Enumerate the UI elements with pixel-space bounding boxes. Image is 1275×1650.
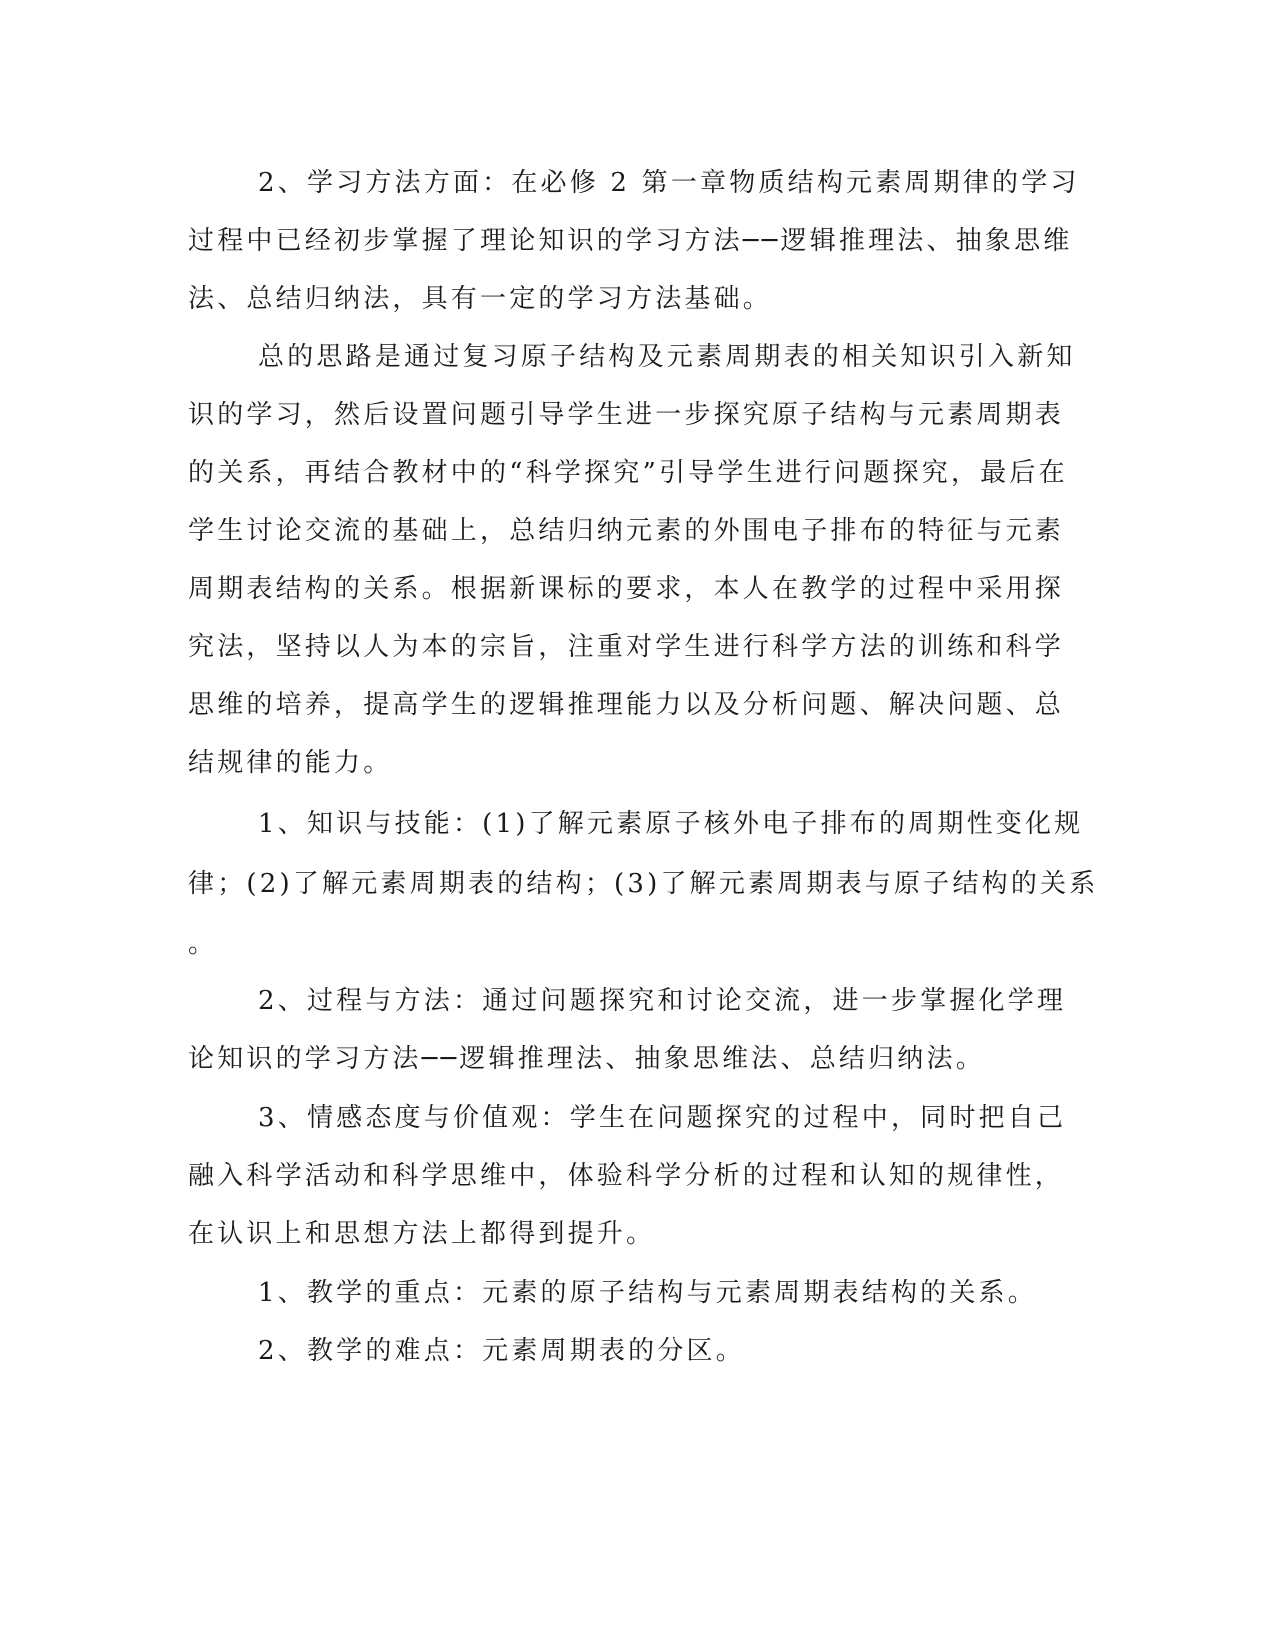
paragraph-5-line-2: 融入科学活动和科学思维中，体验科学分析的过程和认知的规律性， — [188, 1161, 1065, 1191]
paragraph-5-line-3: 在认识上和思想方法上都得到提升。 — [188, 1219, 656, 1249]
paragraph-1-line-3: 法、总结归纳法，具有一定的学习方法基础。 — [188, 284, 773, 314]
paragraph-4-line-2: 论知识的学习方法──逻辑推理法、抽象思维法、总结归纳法。 — [188, 1044, 985, 1074]
paragraph-2-line-7: 思维的培养，提高学生的逻辑推理能力以及分析问题、解决问题、总 — [188, 690, 1065, 720]
paragraph-4-line-1: 2、过程与方法：通过问题探究和讨论交流，进一步掌握化学理 — [258, 986, 1067, 1016]
paragraph-1-line-1: 2、学习方法方面：在必修 2 第一章物质结构元素周期律的学习 — [258, 168, 1080, 198]
paragraph-3-line-3: 。 — [188, 929, 218, 959]
paragraph-2-line-8: 结规律的能力。 — [188, 748, 393, 778]
paragraph-6-line-1: 1、教学的重点：元素的原子结构与元素周期表结构的关系。 — [258, 1278, 1037, 1308]
paragraph-2-line-1: 总的思路是通过复习原子结构及元素周期表的相关知识引入新知 — [258, 342, 1076, 372]
paragraph-3-line-2: 律；(2)了解元素周期表的结构；(3)了解元素周期表与原子结构的关系 — [188, 869, 1099, 899]
paragraph-2-line-4: 学生讨论交流的基础上，总结归纳元素的外围电子排布的特征与元素 — [188, 516, 1065, 546]
paragraph-2-line-3: 的关系，再结合教材中的“科学探究”引导学生进行问题探究，最后在 — [188, 458, 1068, 488]
paragraph-3-line-1: 1、知识与技能：(1)了解元素原子核外电子排布的周期性变化规 — [258, 809, 1084, 839]
paragraph-1-line-2: 过程中已经初步掌握了理论知识的学习方法──逻辑推理法、抽象思维 — [188, 226, 1073, 256]
paragraph-2-line-2: 识的学习，然后设置问题引导学生进一步探究原子结构与元素周期表 — [188, 400, 1065, 430]
paragraph-2-line-6: 究法，坚持以人为本的宗旨，注重对学生进行科学方法的训练和科学 — [188, 632, 1065, 662]
paragraph-5-line-1: 3、情感态度与价值观：学生在问题探究的过程中，同时把自己 — [258, 1103, 1067, 1133]
paragraph-7-line-1: 2、教学的难点：元素周期表的分区。 — [258, 1336, 745, 1366]
paragraph-2-line-5: 周期表结构的关系。根据新课标的要求，本人在教学的过程中采用探 — [188, 574, 1065, 604]
